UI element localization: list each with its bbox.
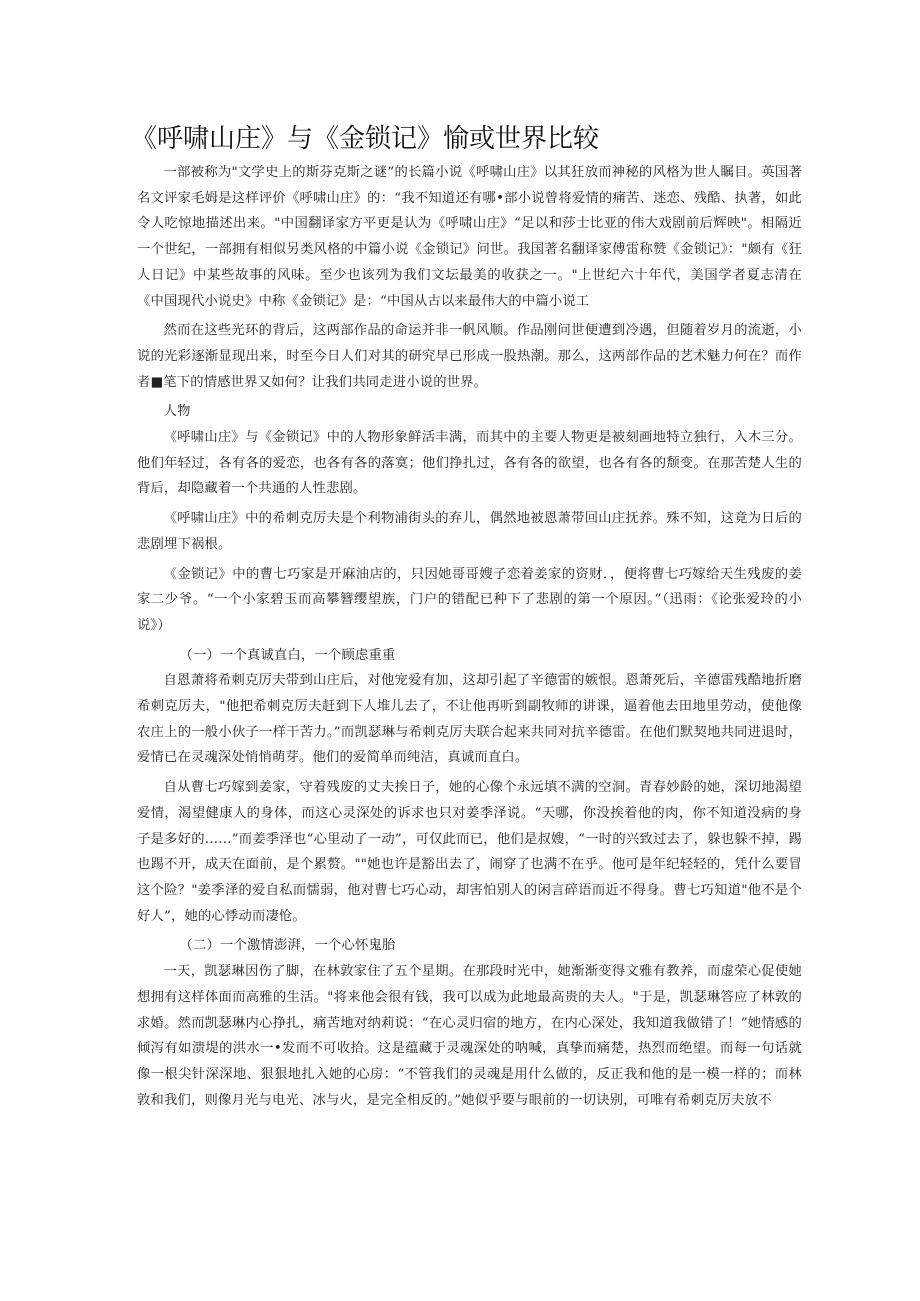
- paragraph-reception: 然而在这些光环的背后，这两部作品的命运并非一帆风顺。作品刚问世便遭到冷遇，但随着岁月的流逝，小说的光彩逐渐显现出来，时至今日人们对其的研究早已形成一股热潮。那么，这两部作品的艺术魅力何在？而作者■笔下的情感世界又如何？让我们共同走进小说的世界。: [137, 323, 802, 390]
- document-body: [137, 160, 802, 1113]
- subheading-one: （一）一个真诚直白，一个顾虑重重: [179, 647, 396, 663]
- document-title: 《呼啸山庄》与《金锁记》愉或世界比较: [131, 124, 600, 154]
- paragraph-heathcliff-origin: 《呼啸山庄》中的希刺克厉夫是个利物浦街头的弃儿，偶然地被恩萧带回山庄抚养。殊不知，这竟为日后的悲剧埋下祸根。: [137, 511, 802, 552]
- paragraph-qiqiao-love: 自从曹七巧嫁到姜家，守着残废的丈夫挨日子，她的心像个永远填不满的空洞。青春妙龄的她，深切地渴望爱情，渴望健康人的身体，而这心灵深处的诉求也只对姜季泽说。“天哪，你没挨着他的肉，你不知道没病的身子是多好的……”而姜季泽也“心里动了一动”，可仅此而已，他们是叔嫂，“一时的兴致过去了，躲也躲不掉，踢也踢不开，成天在面前，是个累赘。""她也许是豁出去了，闹穿了也满不在乎。他可是年纪轻轻的，凭什么要冒这个险？"姜季泽的爱自私而懦弱，他对曹七巧心动，却害怕别人的闲言碎语而近不得身。曹七巧知道"他不是个好人”，她的心悸动而凄怆。: [137, 780, 802, 924]
- paragraph-catherine-choice: 一天，凯瑟琳因伤了脚，在林敦家住了五个星期。在那段时光中，她渐渐变得文雅有教养，而虚荣心促使她想拥有这样体面而高雅的生活。"将来他会很有钱，我可以成为此地最高贵的夫人。"于是，凯瑟琳答应了林敦的求婚。然而凯瑟琳内心挣扎，痛苦地对纳莉说：“在心灵归宿的地方，在内心深处，我知道我做错了！”她情感的倾泻有如溃堤的洪水一•发而不可收拾。这是蕴藏于灵魂深处的呐喊，真挚而痛楚，热烈而绝望。而每一句话就像一根尖针深深地、狠狠地扎入她的心房：“不管我们的灵魂是用什么做的，反正我和他的是一模一样的；而林敦和我们，则像月光与电光、冰与火，是完全相反的。”她似乎要与眼前的一切诀别，可唯有希刺克厉夫放不: [137, 964, 802, 1108]
- paragraph-characters-overview: 《呼啸山庄》与《金锁记》中的人物形象鲜活丰满，而其中的主要人物更是被刻画地特立独行，入木三分。他们年轻过，各有各的爱恋，也各有各的落寞；他们挣扎过，各有各的欲望，也各有各的颓变。在那苦楚人生的背后，却隐藏着一个共通的人性悲剧。: [137, 430, 802, 497]
- section-heading-characters: 人物: [163, 404, 191, 420]
- paragraph-intro: 一部被称为"文学史上的斯芬克斯之谜”的长篇小说《呼啸山庄》以其狂放而神秘的风格为世人瞩目。英国著名文评家毛姆是这样评价《呼啸山庄》的：“我不知道还有哪•部小说曾将爱情的痛苦、迷恋、残酷、执著，如此令人吃惊地描述出来。"中国翻译家方平更是认为《呼啸山庄》“足以和莎士比亚的伟大戏剧前后辉映"。相隔近一个世纪，一部拥有相似另类风格的中篇小说《金锁记》问世。我国著名翻译家傅雷称赞《金锁记》："颇有《狂人日记》中某些故事的风味。至少也该列为我们文坛最美的收获之一。"上世纪六十年代，美国学者夏志清在《中国现代小说史》中称《金锁记》是：“中国从古以来最伟大的中篇小说工: [137, 165, 802, 309]
- paragraph-qiqiao-origin: 《金锁记》中的曹七巧家是开麻油店的，只因她哥哥嫂子恋着姜家的资财．，便将曹七巧嫁给天生残废的姜家二少爷。“一个小家碧玉而高攀簪缨望族，门户的错配已种下了悲剧的第一个原因。”（迅雨：《论张爱玲的小说》）: [137, 566, 802, 633]
- subheading-two: （二）一个激情澎湃，一个心怀鬼胎: [179, 938, 396, 954]
- paragraph-heathcliff-love: 自恩萧将希刺克厉夫带到山庄后，对他宠爱有加，这却引起了辛德雷的嫉恨。恩萧死后，辛德雷残酷地折磨希刺克厉夫，"他把希刺克厉夫赶到下人堆儿去了，不让他再听到副牧师的讲课，逼着他去田地里劳动，使他像农庄上的一般小伙子一样干苦力。”而凯瑟琳与希刺克厉夫联合起来共同对抗辛德雷。在他们默契地共同进退时，爱情已在灵魂深处悄悄萌芽。他们的爱简单而纯洁，真诚而直白。: [137, 673, 802, 766]
